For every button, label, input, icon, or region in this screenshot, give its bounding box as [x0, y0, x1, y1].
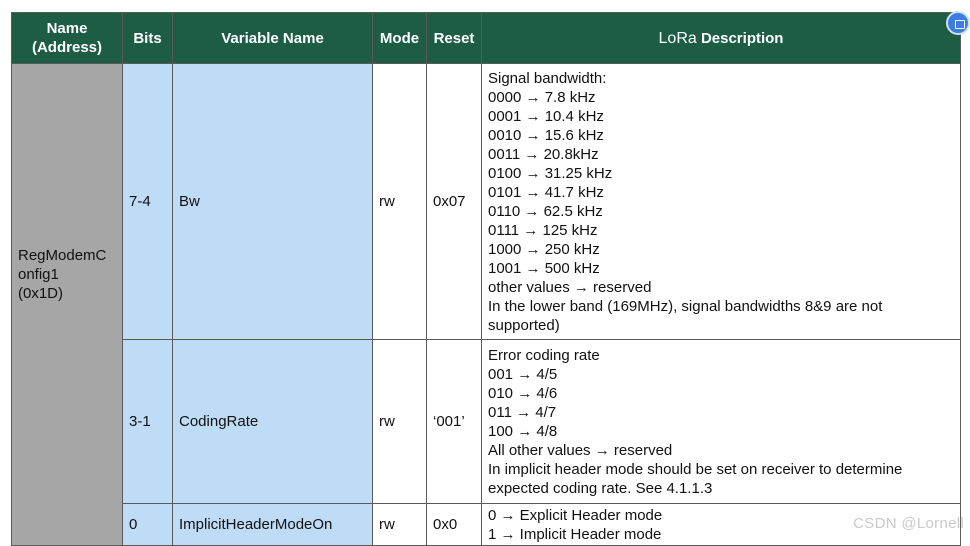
variable-cell: Bw	[173, 64, 373, 340]
register-name-line2: onfig1	[18, 266, 59, 283]
header-reset: Reset	[427, 13, 482, 64]
variable-cell: ImplicitHeaderModeOn	[173, 504, 373, 546]
description-line: other values → reserved	[488, 278, 652, 296]
register-table	[11, 12, 961, 546]
reset-cell: 0x07	[427, 64, 482, 340]
reset-cell: ‘001’	[427, 340, 482, 504]
description-line: 1001 → 500 kHz	[488, 259, 600, 277]
header-variable: Variable Name	[173, 13, 373, 64]
description-line: 010 → 4/6	[488, 384, 558, 402]
description-line: 0000 → 7.8 kHz	[488, 88, 596, 106]
description-line: 001 → 4/5	[488, 365, 558, 383]
description-cell	[482, 340, 961, 504]
bits-cell: 7-4	[123, 64, 173, 340]
description-line: 0001 → 10.4 kHz	[488, 107, 604, 125]
watermark: CSDN @Lornell	[853, 515, 964, 532]
description-cell	[482, 64, 961, 340]
description-line: Signal bandwidth:	[488, 69, 607, 87]
description-line: expected coding rate. See 4.1.1.3	[488, 479, 713, 497]
description-line: Error coding rate	[488, 346, 600, 364]
mode-cell: rw	[373, 64, 427, 340]
register-name-cell	[12, 64, 123, 546]
table-row	[12, 64, 961, 340]
description-line: 0010 → 15.6 kHz	[488, 126, 604, 144]
description-line: In implicit header mode should be set on receiver to determine	[488, 460, 903, 478]
header-bits: Bits	[123, 13, 173, 64]
description-line: 0101 → 41.7 kHz	[488, 183, 604, 201]
register-address: (0x1D)	[18, 285, 64, 302]
description-line: 0111 → 125 kHz	[488, 221, 598, 239]
description-line: All other values → reserved	[488, 441, 673, 459]
description-line: In the lower band (169MHz), signal bandwidths 8&9 are not	[488, 297, 883, 315]
table-row	[12, 340, 961, 504]
translate-icon[interactable]	[946, 11, 970, 35]
mode-cell: rw	[373, 340, 427, 504]
description-line: 0110 → 62.5 kHz	[488, 202, 603, 220]
description-line: 0 → Explicit Header mode	[488, 506, 663, 524]
header-description: LoRa Description	[482, 13, 961, 64]
description-line: 0100 → 31.25 kHz	[488, 164, 613, 182]
description-line: 0011 → 20.8kHz	[488, 145, 599, 163]
mode-cell: rw	[373, 504, 427, 546]
description-line: 1 → Implicit Header mode	[488, 525, 662, 543]
reset-cell: 0x0	[427, 504, 482, 546]
description-line: 011 → 4/7	[488, 403, 557, 421]
variable-cell: CodingRate	[173, 340, 373, 504]
header-name: Name (Address)	[12, 13, 123, 64]
description-line: 100 → 4/8	[488, 422, 558, 440]
table-row	[12, 504, 961, 546]
bits-cell: 3-1	[123, 340, 173, 504]
table-header-row	[12, 13, 961, 64]
description-line: supported)	[488, 316, 560, 334]
header-mode: Mode	[373, 13, 427, 64]
description-line: 1000 → 250 kHz	[488, 240, 600, 258]
register-name-line1: RegModemC	[18, 247, 107, 264]
bits-cell: 0	[123, 504, 173, 546]
